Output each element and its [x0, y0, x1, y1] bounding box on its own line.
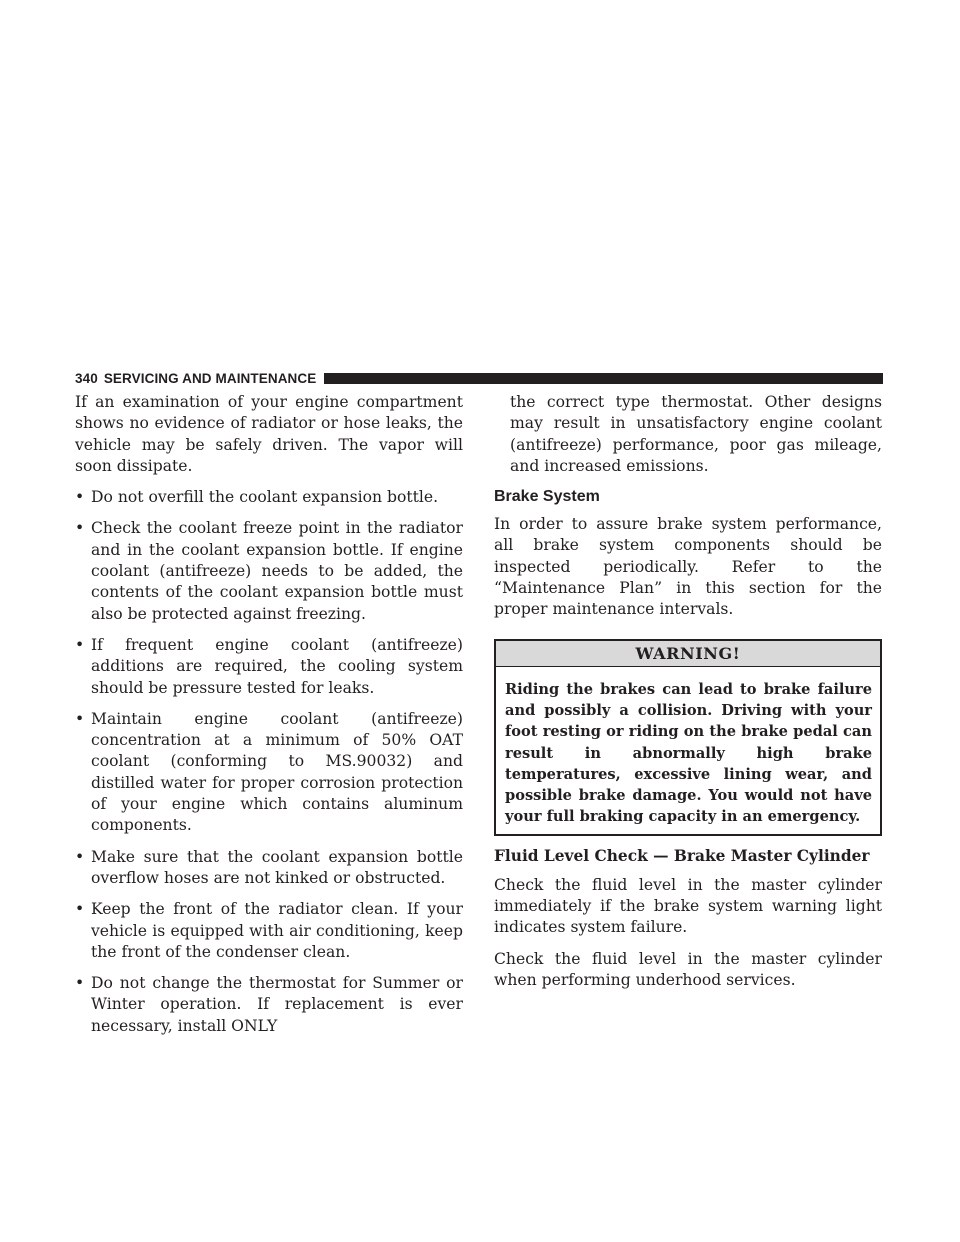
bullet-icon: • — [75, 709, 85, 728]
header-rule — [324, 373, 883, 384]
bullet-icon: • — [75, 900, 85, 919]
bullet-icon: • — [75, 847, 85, 866]
bullet-text: Do not overfill the coolant expansion bottle. — [91, 488, 439, 507]
bullet-icon: • — [75, 488, 85, 507]
warning-box — [494, 639, 882, 836]
body-paragraph: Check the fluid level in the master cylinder immediately if the brake system warning light indicates system failure. — [494, 875, 882, 937]
section-title: SERVICING AND MAINTENANCE — [103, 370, 317, 386]
intro-paragraph: If an examination of your engine compartment shows no evidence of radiator or hose leaks, the vehicle may be safely driven. The vapor will soon dissipate. — [75, 393, 463, 475]
bullet-text: Maintain engine coolant (antifreeze) concentration at a minimum of 50% OAT coolant (conforming to MS.90032) and distilled water for proper corrosion protection of your engine which contains aluminum components. — [91, 709, 463, 835]
right-column — [494, 392, 882, 1001]
coolant-bullet-list — [75, 487, 463, 1037]
continued-bullet-text: the correct type thermostat. Other designs may result in unsatisfactory engine coolant (antifreeze) performance, poor gas mileage, and increased emissions. — [510, 393, 882, 475]
bullet-item — [75, 487, 463, 508]
bullet-item — [75, 899, 463, 963]
bullet-item — [75, 635, 463, 699]
page-header — [75, 368, 883, 388]
bullet-text: If frequent engine coolant (antifreeze) additions are required, the cooling system should be pressure tested for leaks. — [91, 635, 463, 697]
bullet-text: Keep the front of the radiator clean. If your vehicle is equipped with air conditioning, keep the front of the condenser clean. — [91, 900, 463, 961]
body-paragraph: Check the fluid level in the master cylinder when performing underhood services. — [494, 949, 882, 989]
warning-title: WARNING! — [496, 641, 880, 667]
bullet-item — [75, 973, 463, 1037]
bullet-text: Check the coolant freeze point in the radiator and in the coolant expansion bottle. If engine coolant (antifreeze) needs to be added, the contents of the coolant expansion bottle must also be protected against freezing. — [91, 519, 463, 623]
bullet-text: Make sure that the coolant expansion bottle overflow hoses are not kinked or obstructed. — [91, 847, 463, 887]
bullet-item — [75, 847, 463, 890]
bullet-text: Do not change the thermostat for Summer or Winter operation. If replacement is ever necessary, install ONLY — [91, 974, 463, 1035]
bullet-icon: • — [75, 519, 85, 538]
bullet-item — [75, 709, 463, 837]
section-heading: Brake System — [494, 488, 600, 506]
bullet-item — [75, 518, 463, 624]
bullet-icon: • — [75, 974, 85, 993]
subheading: Fluid Level Check — Brake Master Cylinder — [494, 846, 870, 865]
page-number: 340 — [75, 370, 98, 386]
warning-text: Riding the brakes can lead to brake failure and possibly a collision. Driving with your foot resting or riding on the brake pedal can result in abnormally high brake temperatures, excessive lining wear, and possible brake damage. You would not have your full braking capacity in an emergency. — [505, 680, 872, 826]
bullet-icon: • — [75, 635, 85, 654]
left-column — [75, 392, 463, 1047]
section-paragraph: In order to assure brake system performance, all brake system components should be inspected periodically. Refer to the “Maintenance Plan” in this section for the proper maintenance intervals. — [494, 515, 882, 619]
